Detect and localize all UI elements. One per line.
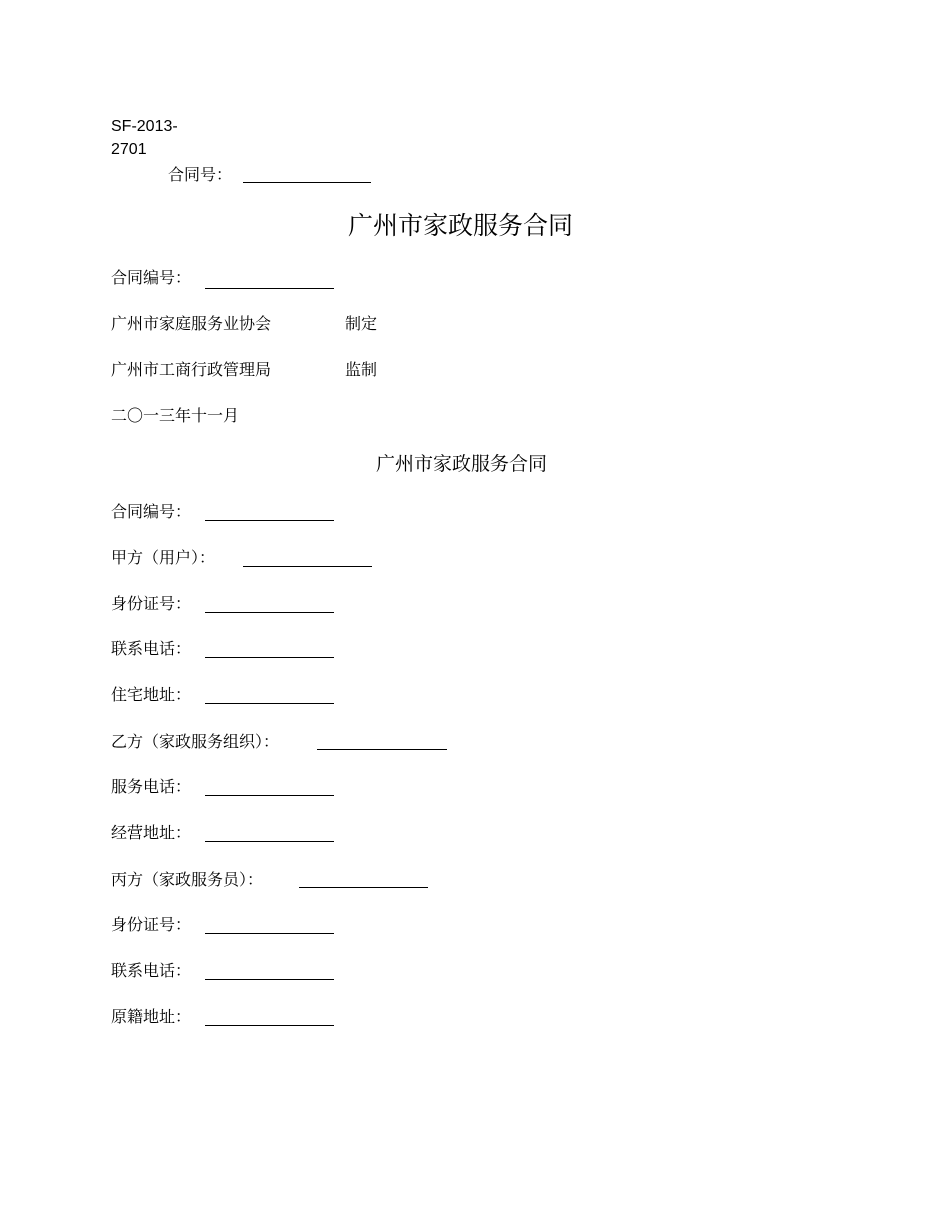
issuer-role-2: 监制 (345, 360, 378, 379)
party-c-id-label: 身份证号： (111, 915, 192, 934)
party-a-id-label: 身份证号： (111, 594, 192, 613)
issue-date: 二〇一三年十一月 (111, 406, 240, 425)
cover-title: 广州市家政服务合同 (348, 211, 574, 240)
contract-no-field[interactable] (205, 520, 334, 521)
party-a-phone-label: 联系电话： (111, 639, 192, 658)
contract-number-blank[interactable] (243, 182, 371, 183)
contract-title: 广州市家政服务合同 (376, 453, 548, 475)
party-a-phone-field[interactable] (205, 657, 334, 658)
document-code-line1: SF-2013- (111, 118, 178, 135)
party-c-address-field[interactable] (205, 1025, 334, 1026)
party-c-field[interactable] (299, 887, 428, 888)
party-c-label: 丙方（家政服务员）： (111, 870, 264, 889)
party-a-address-field[interactable] (205, 703, 334, 704)
party-b-address-label: 经营地址： (111, 823, 192, 842)
party-a-field[interactable] (243, 566, 372, 567)
party-c-address-label: 原籍地址： (111, 1007, 192, 1026)
issuer-org-2: 广州市工商行政管理局 (111, 360, 272, 379)
document-code-line2: 2701 (111, 141, 147, 158)
cover-contract-no-label: 合同编号： (111, 268, 192, 287)
party-a-address-label: 住宅地址： (111, 685, 192, 704)
party-b-phone-field[interactable] (205, 795, 334, 796)
party-b-phone-label: 服务电话： (111, 777, 192, 796)
issuer-org-1: 广州市家庭服务业协会 (111, 314, 272, 333)
party-b-address-field[interactable] (205, 841, 334, 842)
contract-no-label: 合同编号： (111, 502, 192, 521)
party-b-label: 乙方（家政服务组织）： (111, 732, 280, 751)
party-c-phone-field[interactable] (205, 979, 334, 980)
contract-number-label: 合同号： (168, 165, 233, 184)
cover-contract-no-blank[interactable] (205, 288, 334, 289)
party-a-id-field[interactable] (205, 612, 334, 613)
issuer-role-1: 制定 (345, 314, 378, 333)
party-a-label: 甲方（用户）： (111, 548, 216, 567)
party-b-field[interactable] (317, 749, 447, 750)
party-c-id-field[interactable] (205, 933, 334, 934)
party-c-phone-label: 联系电话： (111, 961, 192, 980)
